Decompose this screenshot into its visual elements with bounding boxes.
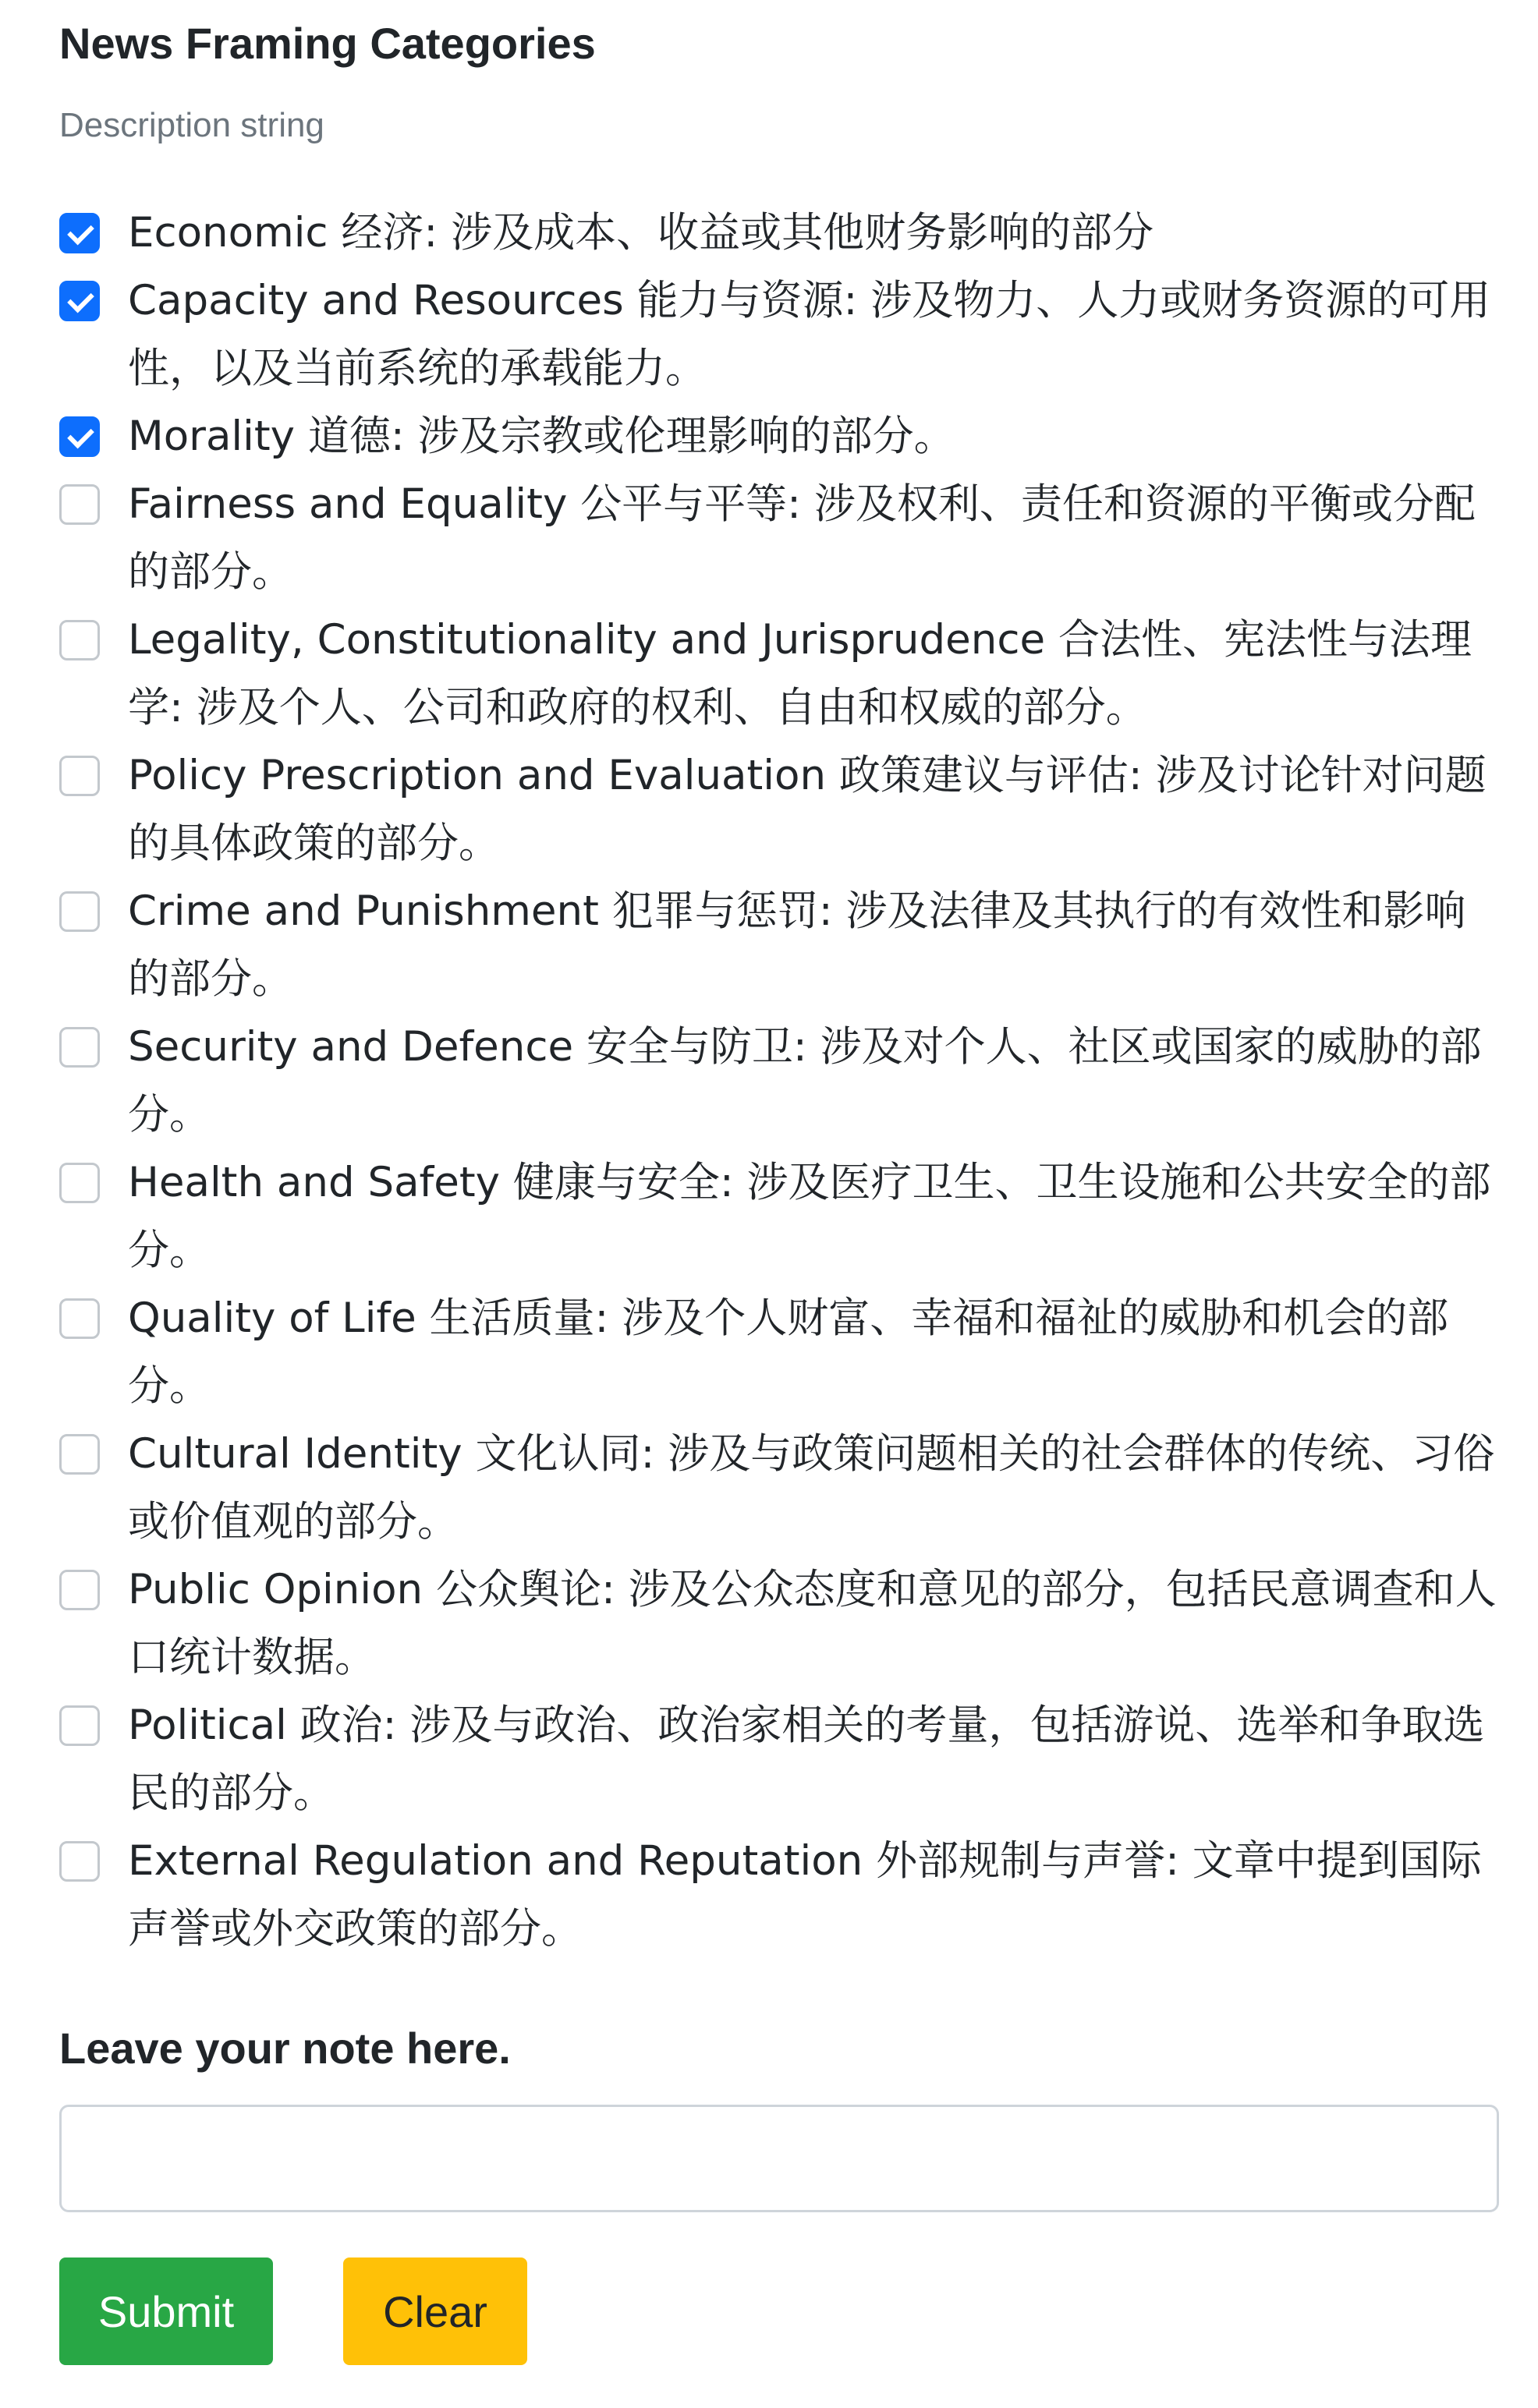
framing-option[interactable]	[59, 1556, 1499, 1691]
framing-option[interactable]	[59, 1013, 1499, 1149]
framing-option[interactable]	[59, 1827, 1499, 1963]
option-checkbox[interactable]	[59, 1027, 100, 1068]
option-checkbox[interactable]	[59, 1434, 100, 1475]
framing-option[interactable]	[59, 470, 1499, 606]
option-label: Public Opinion 公众舆论: 涉及公众态度和意见的部分，包括民意调查和人口统计数据。	[128, 1566, 1497, 1681]
option-checkbox[interactable]	[59, 620, 100, 660]
option-label: Capacity and Resources 能力与资源: 涉及物力、人力或财务资源的可用性，以及当前系统的承载能力。	[128, 277, 1491, 392]
option-checkbox[interactable]	[59, 1163, 100, 1203]
framing-option[interactable]	[59, 606, 1499, 742]
option-label: Security and Defence 安全与防卫: 涉及对个人、社区或国家的威胁的部分。	[128, 1023, 1482, 1138]
framing-option[interactable]	[59, 267, 1499, 402]
option-checkbox[interactable]	[59, 891, 100, 932]
option-checkbox[interactable]	[59, 1298, 100, 1339]
framing-option[interactable]	[59, 199, 1499, 267]
framing-option[interactable]	[59, 1691, 1499, 1827]
note-input[interactable]	[59, 2105, 1499, 2212]
note-label: Leave your note here.	[59, 2024, 511, 2073]
framing-options-list	[59, 199, 1499, 1963]
framing-option[interactable]	[59, 1149, 1499, 1284]
option-checkbox[interactable]	[59, 756, 100, 796]
option-checkbox[interactable]	[59, 1841, 100, 1882]
framing-option[interactable]	[59, 742, 1499, 877]
option-checkbox[interactable]	[59, 1705, 100, 1746]
option-label: Policy Prescription and Evaluation 政策建议与评估: 涉及讨论针对问题的具体政策的部分。	[128, 752, 1487, 867]
framing-option[interactable]	[59, 877, 1499, 1013]
option-checkbox[interactable]	[59, 281, 100, 321]
submit-button[interactable]: Submit	[59, 2258, 273, 2365]
framing-option[interactable]	[59, 402, 1499, 470]
option-label: Morality 道德: 涉及宗教或伦理影响的部分。	[128, 413, 955, 460]
option-label: Fairness and Equality 公平与平等: 涉及权利、责任和资源的平衡或分配的部分。	[128, 480, 1476, 596]
option-checkbox[interactable]	[59, 416, 100, 457]
option-checkbox[interactable]	[59, 213, 100, 253]
form-description: Description string	[59, 106, 324, 144]
clear-button[interactable]: Clear	[343, 2258, 527, 2365]
option-label: Quality of Life 生活质量: 涉及个人财富、幸福和福祉的威胁和机会的部分。	[128, 1294, 1449, 1410]
option-label: External Regulation and Reputation 外部规制与声誉: 文章中提到国际声誉或外交政策的部分。	[128, 1837, 1482, 1953]
option-label: Political 政治: 涉及与政治、政治家相关的考量，包括游说、选举和争取选民的部分。	[128, 1702, 1485, 1817]
option-label: Health and Safety 健康与安全: 涉及医疗卫生、卫生设施和公共安全的部分。	[128, 1159, 1491, 1274]
form-title: News Framing Categories	[59, 19, 596, 68]
option-label: Economic 经济: 涉及成本、收益或其他财务影响的部分	[128, 209, 1154, 257]
option-label: Cultural Identity 文化认同: 涉及与政策问题相关的社会群体的传统、习俗或价值观的部分。	[128, 1430, 1495, 1546]
option-label: Legality, Constitutionality and Jurisprudence 合法性、宪法性与法理学: 涉及个人、公司和政府的权利、自由和权威的部分。	[128, 616, 1472, 731]
framing-option[interactable]	[59, 1420, 1499, 1556]
option-label: Crime and Punishment 犯罪与惩罚: 涉及法律及其执行的有效性和影响的部分。	[128, 887, 1466, 1003]
option-checkbox[interactable]	[59, 1570, 100, 1610]
option-checkbox[interactable]	[59, 484, 100, 525]
framing-option[interactable]	[59, 1284, 1499, 1420]
